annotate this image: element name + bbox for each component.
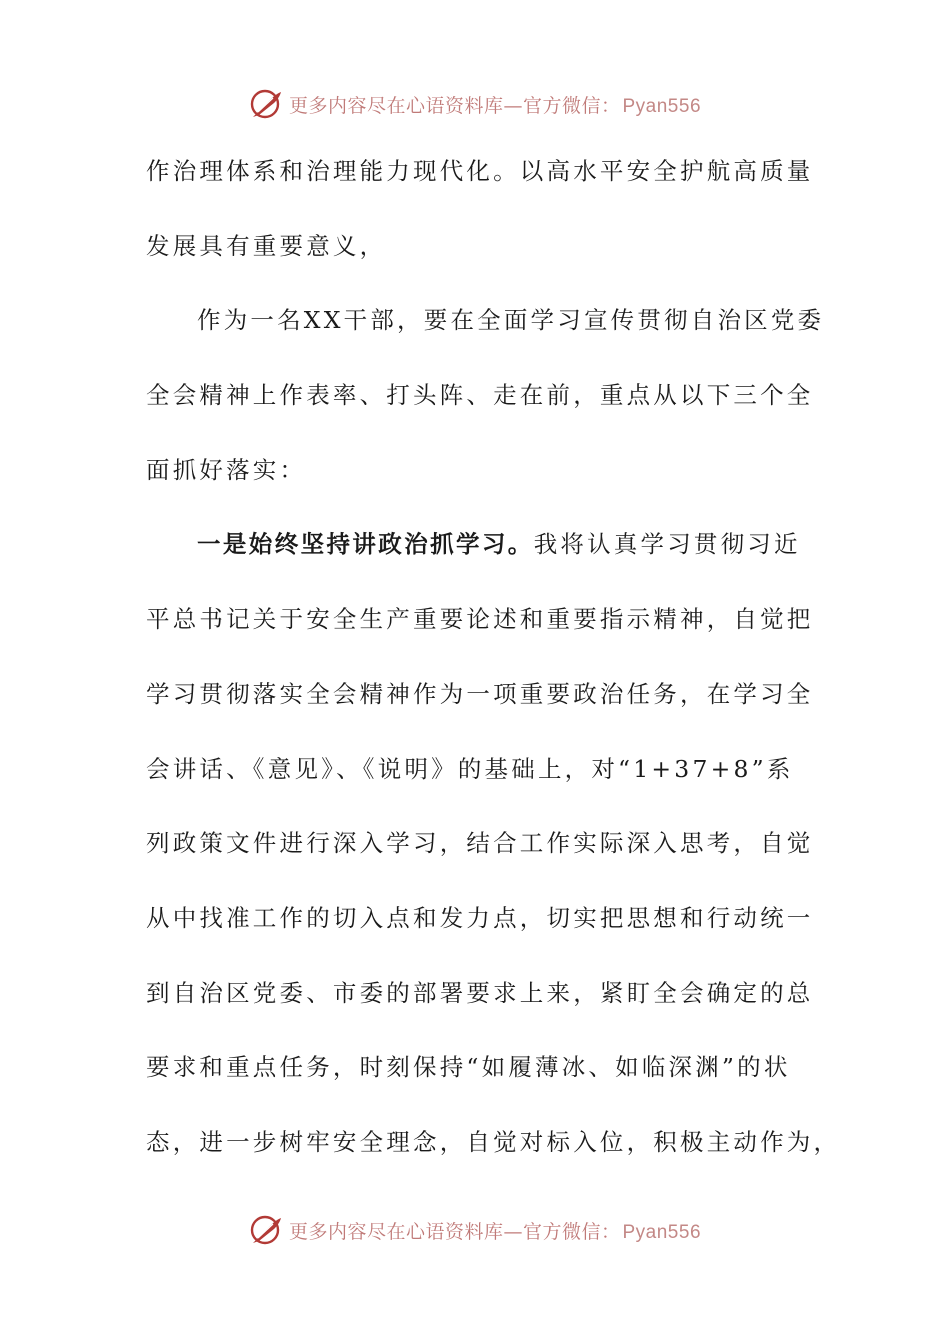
- header-watermark: [0, 84, 950, 124]
- text-line: 从中找准工作的切入点和发力点，切实把思想和行动统一: [146, 903, 814, 932]
- point-one-heading: 一是始终坚持讲政治抓学习。: [197, 530, 534, 559]
- text-line: 会讲话、《意见》、《说明》的基础上，对“1+37+8”系: [146, 754, 794, 783]
- point-one-line: [146, 523, 816, 598]
- point-one-text: 我将认真学习贯彻习近: [533, 530, 801, 559]
- text-line: 作为一名XX干部，要在全面学习宣传贯彻自治区党委: [197, 306, 825, 335]
- feather-pen-icon: [249, 1213, 283, 1247]
- watermark-text: 更多内容尽在心语资料库—官方微信： Pyan556: [288, 94, 702, 117]
- text-line: 全会精神上作表率、打头阵、走在前，重点从以下三个全: [146, 381, 814, 410]
- text-line: 列政策文件进行深入学习，结合工作实际深入思考，自觉: [146, 829, 814, 858]
- text-line: 学习贯彻落实全会精神作为一项重要政治任务，在学习全: [146, 679, 814, 708]
- document-body: [146, 150, 841, 1196]
- text-line: 态，进一步树牢安全理念，自觉对标入位，积极主动作为，: [146, 1127, 841, 1156]
- text-line: 要求和重点任务，时刻保持“如履薄冰、如临深渊”的状: [146, 1053, 791, 1082]
- feather-pen-icon: [249, 87, 283, 121]
- text-line: 面抓好落实：: [146, 455, 307, 484]
- footer-watermark: [0, 1210, 950, 1250]
- watermark-text: 更多内容尽在心语资料库—官方微信： Pyan556: [288, 1220, 702, 1243]
- text-line: 到自治区党委、市委的部署要求上来，紧盯全会确定的总: [146, 978, 814, 1007]
- text-line: 作治理体系和治理能力现代化。以高水平安全护航高质量: [146, 157, 814, 185]
- text-line: 平总书记关于安全生产重要论述和重要指示精神，自觉把: [146, 605, 814, 634]
- text-line: 发展具有重要意义，: [146, 231, 387, 260]
- watermark-account: Pyan556: [622, 95, 702, 117]
- watermark-account: Pyan556: [622, 1221, 702, 1243]
